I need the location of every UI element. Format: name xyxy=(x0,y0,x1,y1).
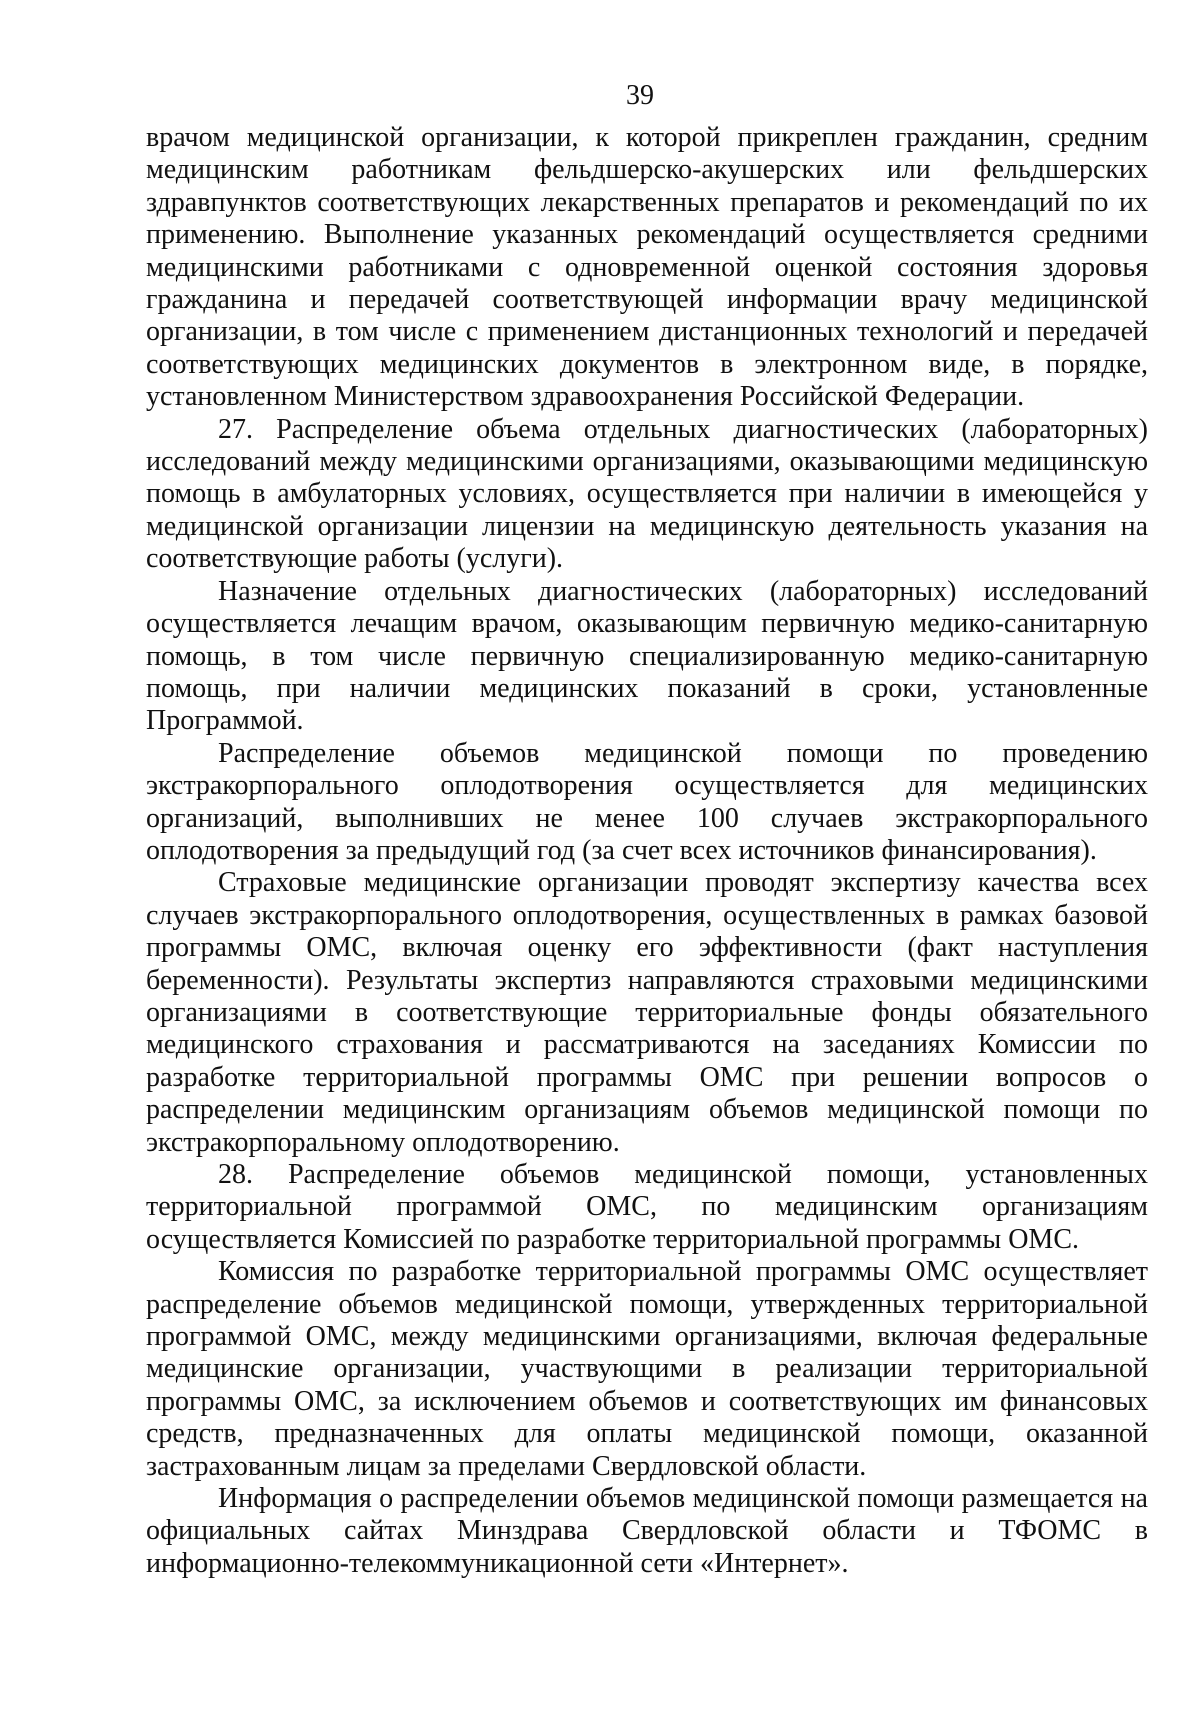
paragraph-item-27: 27. Распределение объема отдельных диагностических (лабораторных) исследований между медицинскими организациями, оказывающими медицинскую помощь в амбулаторных условиях, осуществляется при наличии в имеющейся у медицинской организации лицензии на медицинскую деятельность указания на соответствующие работы (услуги). xyxy=(146,413,1148,575)
page-number: 39 xyxy=(626,80,654,111)
paragraph-commission-distribution: Комиссия по разработке территориальной программы ОМС осуществляет распределение объемов медицинской помощи, утвержденных территориальной программой ОМС, между медицинскими организациями, включая федеральные медицинские организации, участвующими в реализации территориальной программы ОМС, за исключением объемов и соответствующих им финансовых средств, предназначенных для оплаты медицинской помощи, оказанной застрахованным лицам за пределами Свердловской области. xyxy=(146,1256,1148,1482)
paragraph-diagnostic-assignment: Назначение отдельных диагностических (лабораторных) исследований осуществляется лечащим врачом, оказывающим первичную медико-санитарную помощь, в том числе первичную специализированную медико-санитарную помощь, при наличии медицинских показаний в сроки, установленные Программой. xyxy=(146,575,1148,737)
paragraph-item-28: 28. Распределение объемов медицинской помощи, установленных территориальной программой ОМС, по медицинским организациям осуществляется Комиссией по разработке территориальной программы ОМС. xyxy=(146,1159,1148,1255)
paragraph-continuation: врачом медицинской организации, к которой прикреплен гражданин, средним медицинским работникам фельдшерско-акушерских или фельдшерских здравпунктов соответствующих лекарственных препаратов и рекомендаций по их применению. Выполнение указанных рекомендаций осуществляется средними медицинскими работниками с одновременной оценкой состояния здоровья гражданина и передачей соответствующей информации врачу медицинской организации, в том числе с применением дистанционных технологий и передачей соответствующих медицинских документов в электронном виде, в порядке, установленном Министерством здравоохранения Российской Федерации. xyxy=(146,122,1148,413)
paragraph-ivf-volumes: Распределение объемов медицинской помощи по проведению экстракорпорального оплодотворения осуществляется для медицинских организаций, выполнивших не менее 100 случаев экстракорпорального оплодотворения за предыдущий год (за счет всех источников финансирования). xyxy=(146,737,1148,866)
paragraph-information-publication: Информация о распределении объемов медицинской помощи размещается на официальных сайтах Минздрава Свердловской области и ТФОМС в информационно-телекоммуникационной сети «Интернет». xyxy=(146,1483,1148,1579)
paragraph-insurance-expertise: Страховые медицинские организации проводят экспертизу качества всех случаев экстракорпорального оплодотворения, осуществленных в рамках базовой программы ОМС, включая оценку его эффективности (факт наступления беременности). Результаты экспертиз направляются страховыми медицинскими организациями в соответствующие территориальные фонды обязательного медицинского страхования и рассматриваются на заседаниях Комиссии по разработке территориальной программы ОМС при решении вопросов о распределении медицинским организациям объемов медицинской помощи по экстракорпоральному оплодотворению. xyxy=(146,867,1148,1158)
document-body xyxy=(146,122,1148,1580)
